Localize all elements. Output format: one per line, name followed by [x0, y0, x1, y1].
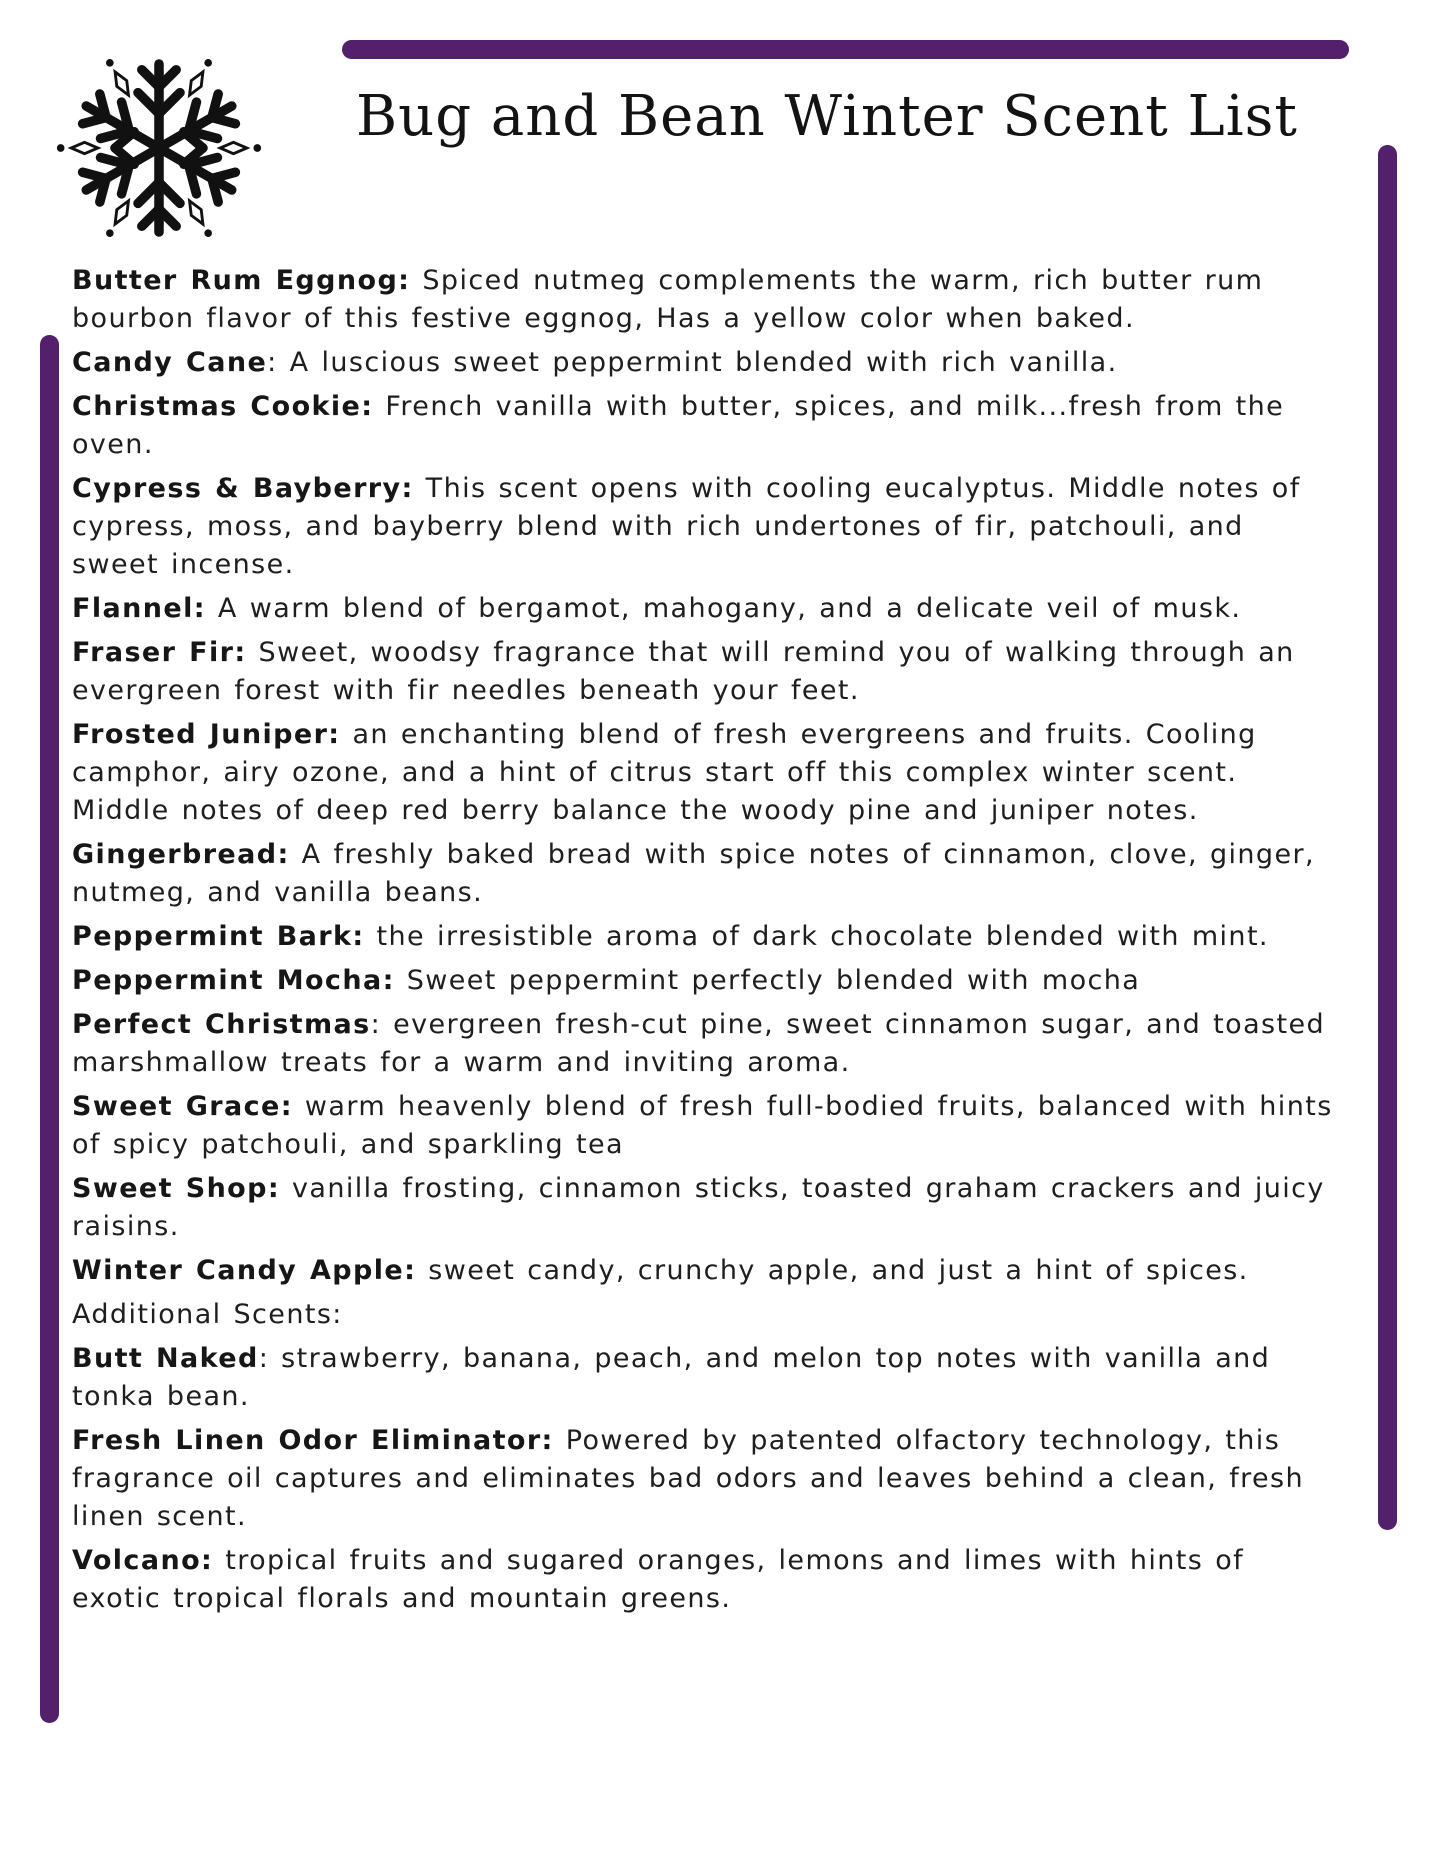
- scent-name: Gingerbread:: [72, 839, 290, 870]
- scent-item: [72, 716, 1336, 830]
- scent-item: [72, 962, 1336, 1000]
- scent-description: Sweet peppermint perfectly blended with mocha: [394, 965, 1141, 996]
- scent-description: vanilla frosting, cinnamon sticks, toasted graham crackers and juicy raisins.: [72, 1173, 1325, 1242]
- scent-name: Sweet Grace:: [72, 1091, 293, 1122]
- scent-item: [72, 470, 1336, 584]
- scent-description: : evergreen fresh-cut pine, sweet cinnamon sugar, and toasted marshmallow treats for a warm and inviting aroma.: [72, 1009, 1326, 1078]
- scent-description: : strawberry, banana, peach, and melon top notes with vanilla and tonka bean.: [72, 1343, 1271, 1412]
- scent-item: [72, 836, 1336, 912]
- scent-item: [72, 1088, 1336, 1164]
- scent-item: [72, 388, 1336, 464]
- scent-name: Flannel:: [72, 593, 206, 624]
- scent-item: [72, 590, 1336, 628]
- scent-item: [72, 1170, 1336, 1246]
- scent-name: Fresh Linen Odor Eliminator:: [72, 1425, 554, 1456]
- scent-name: Butt Naked: [72, 1343, 259, 1374]
- content-area: [72, 256, 1336, 1618]
- scent-name: Candy Cane: [72, 347, 268, 378]
- scent-description: Powered by patented olfactory technology, this fragrance oil captures and eliminates bad odors and leaves behind a clean, fresh linen scent.: [72, 1425, 1305, 1532]
- scent-name: Peppermint Mocha:: [72, 965, 395, 996]
- scent-description: sweet candy, crunchy apple, and just a hint of spices.: [416, 1255, 1249, 1286]
- scent-item: [72, 1006, 1336, 1082]
- scent-item: [72, 1340, 1336, 1416]
- scent-item: [72, 344, 1336, 382]
- scent-description: Spiced nutmeg complements the warm, rich butter rum bourbon flavor of this festive eggnog, Has a yellow color when baked.: [72, 265, 1264, 334]
- additional-scent-list: [72, 1340, 1336, 1618]
- scent-description: warm heavenly blend of fresh full-bodied fruits, balanced with hints of spicy patchouli, and sparkling tea: [72, 1091, 1333, 1160]
- scent-item: [72, 634, 1336, 710]
- page-title: Bug and Bean Winter Scent List: [356, 84, 1298, 149]
- scent-item: [72, 918, 1336, 956]
- scent-name: Sweet Shop:: [72, 1173, 281, 1204]
- right-accent-bar: [1378, 145, 1397, 1530]
- scent-name: Butter Rum Eggnog:: [72, 265, 411, 296]
- scent-description: A warm blend of bergamot, mahogany, and a delicate veil of musk.: [205, 593, 1242, 624]
- scent-name: Frosted Juniper:: [72, 719, 341, 750]
- scent-description: This scent opens with cooling eucalyptus. Middle notes of cypress, moss, and bayberry blend with rich undertones of fir, patchouli, and sweet incense.: [72, 473, 1301, 580]
- scent-name: Volcano:: [72, 1545, 214, 1576]
- additional-scents-heading: Additional Scents:: [72, 1299, 343, 1330]
- scent-item: [72, 1542, 1336, 1618]
- scent-description: Sweet, woodsy fragrance that will remind you of walking through an evergreen forest with fir needles beneath your feet.: [72, 637, 1295, 706]
- top-accent-bar: [342, 40, 1349, 59]
- scent-description: an enchanting blend of fresh evergreens and fruits. Cooling camphor, airy ozone, and a hint of citrus start off this complex winter scent. Middle notes of deep red berry balance the woody pine and juniper notes.: [72, 719, 1257, 826]
- scent-list: [72, 262, 1336, 1290]
- scent-name: Peppermint Bark:: [72, 921, 365, 952]
- scent-name: Perfect Christmas: [72, 1009, 371, 1040]
- left-accent-bar: [40, 335, 59, 1723]
- scent-name: Cypress & Bayberry:: [72, 473, 414, 504]
- scent-description: : A luscious sweet peppermint blended with rich vanilla.: [267, 347, 1118, 378]
- scent-item: [72, 1422, 1336, 1536]
- scent-name: Winter Candy Apple:: [72, 1255, 417, 1286]
- scent-description: A freshly baked bread with spice notes of cinnamon, clove, ginger, nutmeg, and vanilla beans.: [72, 839, 1315, 908]
- snowflake-icon: [54, 42, 264, 254]
- scent-description: French vanilla with butter, spices, and milk...fresh from the oven.: [72, 391, 1285, 460]
- scent-item: [72, 262, 1336, 338]
- scent-item: [72, 1252, 1336, 1290]
- scent-description: the irresistible aroma of dark chocolate blended with mint.: [364, 921, 1269, 952]
- scent-name: Christmas Cookie:: [72, 391, 374, 422]
- scent-name: Fraser Fir:: [72, 637, 247, 668]
- scent-description: tropical fruits and sugared oranges, lemons and limes with hints of exotic tropical florals and mountain greens.: [72, 1545, 1245, 1614]
